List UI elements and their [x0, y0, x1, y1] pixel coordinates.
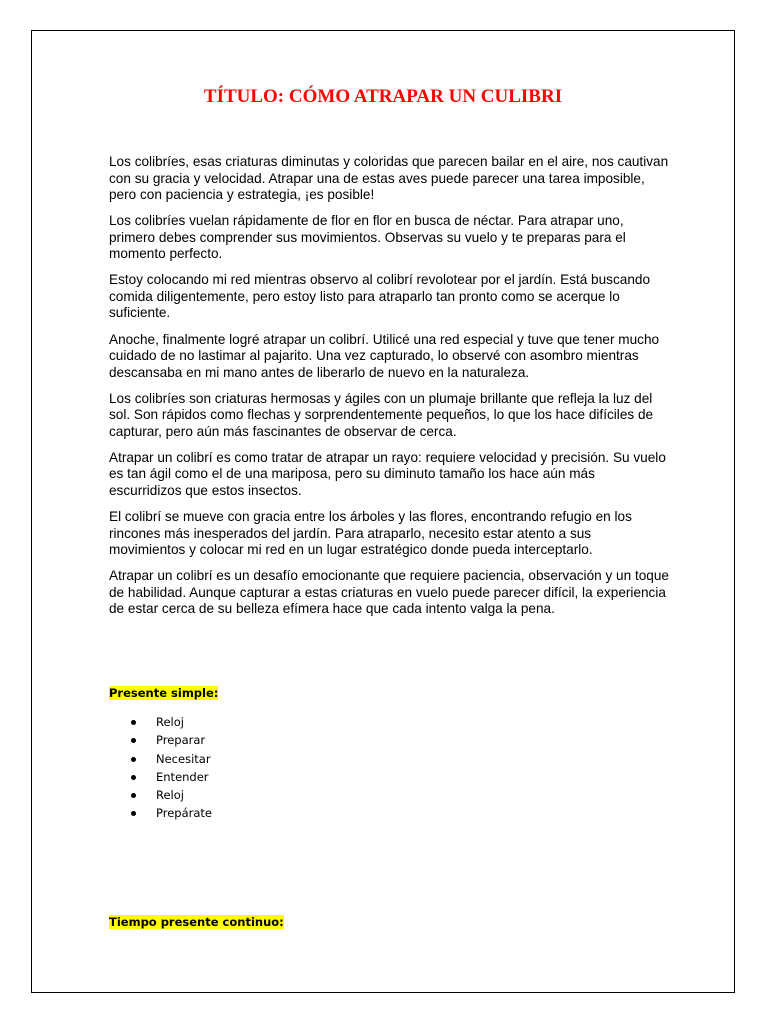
paragraph: Atrapar un colibrí es como tratar de atrapar un rayo: requiere velocidad y precisión. Su vuelo es tan ágil como el de una mariposa, pero su diminuto tamaño los hace aún más escurridizos que estos insectos. — [109, 449, 666, 498]
paragraph: Los colibríes, esas criaturas diminutas y coloridas que parecen bailar en el aire, nos cautivan con su gracia y velocidad. Atrapar una de estas aves puede parecer una tarea imposible, pero con paciencia y estrategia, ¡es posible! — [109, 154, 669, 202]
paragraph: El colibrí se mueve con gracia entre los árboles y las flores, encontrando refugio en los rincones más inesperados del jardín. Para atraparlo, necesito estar atento a sus movimientos y colocar mi red en un lugar estratégico donde pueda interceptarlo. — [109, 509, 632, 558]
bullet-icon — [131, 757, 136, 762]
bullet-icon — [131, 775, 136, 780]
list-item — [125, 713, 212, 731]
list-item-label: Necesitar — [156, 751, 211, 766]
bullet-icon — [131, 738, 136, 743]
list-item — [125, 804, 212, 822]
bullet-icon — [131, 793, 136, 798]
list-item — [125, 768, 212, 786]
highlighted-heading-text: Presente simple: — [109, 686, 219, 700]
list-item — [125, 786, 212, 804]
document-body — [109, 154, 669, 628]
section-heading-presente-continuo — [109, 915, 284, 930]
list-item — [125, 750, 212, 768]
verb-list — [125, 713, 212, 823]
bullet-icon — [131, 811, 136, 816]
list-item-label: Reloj — [156, 715, 184, 729]
paragraph: Los colibríes son criaturas hermosas y ágiles con un plumaje brillante que refleja la luz del sol. Son rápidos como flechas y sorprendentemente pequeños, lo que los hace difíciles de capturar, pero aún más fascinantes de observar de cerca. — [109, 390, 654, 439]
list-item — [125, 731, 212, 749]
list-item-label: Preparar — [156, 733, 206, 748]
section-heading-presente-simple — [109, 686, 218, 701]
paragraph: Atrapar un colibrí es un desafío emocionante que requiere paciencia, observación y un toque de habilidad. Aunque capturar a estas criaturas en vuelo puede parecer difícil, la experiencia de estar cerca de su belleza efímera hace que cada intento valga la pena. — [109, 568, 669, 617]
list-item-label: Reloj — [156, 788, 184, 803]
highlighted-heading-text: Tiempo presente continuo: — [109, 915, 284, 929]
bullet-icon — [131, 720, 136, 725]
paragraph: Anoche, finalmente logré atrapar un colibrí. Utilicé una red especial y tuve que tener mucho cuidado de no lastimar al pajarito. Una vez capturado, lo observé con asombro mientras descansaba en mi mano antes de liberarlo de nuevo en la naturaleza. — [109, 331, 660, 380]
paragraph: Los colibríes vuelan rápidamente de flor en flor en busca de néctar. Para atrapar uno, primero debes comprender sus movimientos. Observas su vuelo y te preparas para el momento perfecto. — [109, 213, 626, 262]
list-item-label: Prepárate — [156, 806, 212, 821]
paragraph: Estoy colocando mi red mientras observo al colibrí revolotear por el jardín. Está buscando comida diligentemente, pero estoy listo para atraparlo tan pronto como se acerque lo suficiente. — [109, 272, 651, 321]
list-item-label: Entender — [156, 769, 209, 784]
document-title: TÍTULO: CÓMO ATRAPAR UN CULIBRI — [203, 86, 563, 107]
